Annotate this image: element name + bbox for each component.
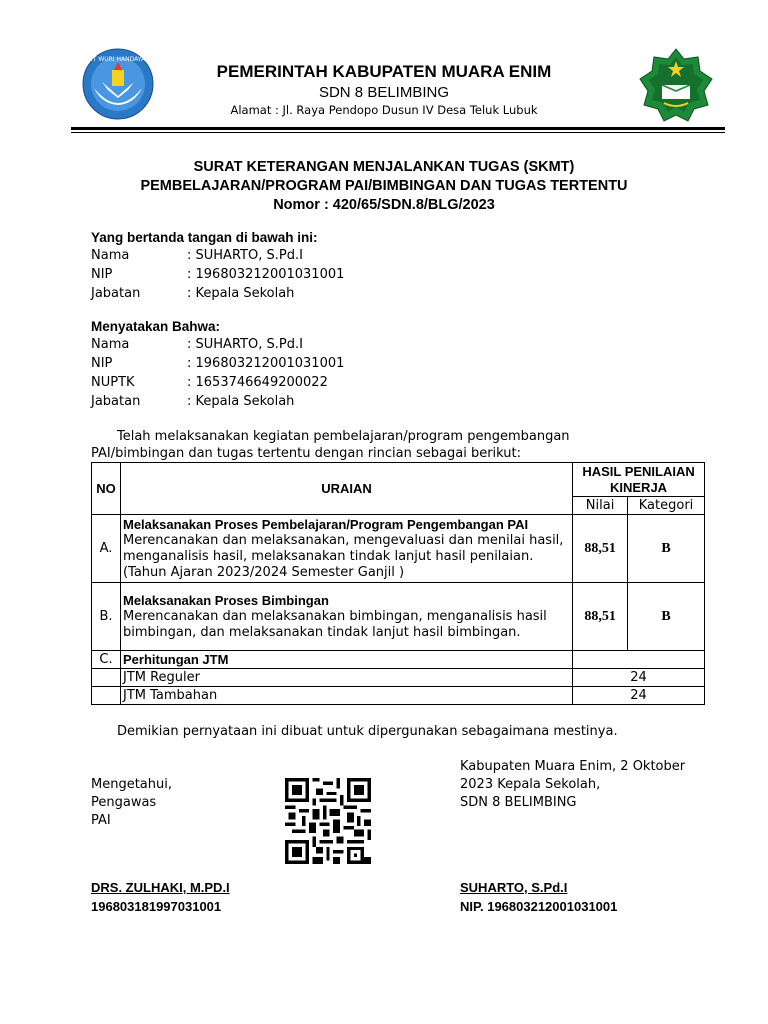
closing-statement: Demikian pernyataan ini dibuat untuk dipergunakan sebagaimana mestinya. <box>117 724 618 739</box>
document-title: SURAT KETERANGAN MENJALANKAN TUGAS (SKMT) <box>193 159 575 175</box>
left-signer-nip: 196803181997031001 <box>91 899 222 914</box>
jtm-tambahan-label: JTM Tambahan <box>120 687 572 705</box>
declared-name-row: Nama : SUHARTO, S.Pd.I <box>91 337 303 352</box>
government-title: PEMERINTAH KABUPATEN MUARA ENIM <box>216 62 552 81</box>
row-nilai: 88,51 <box>573 515 628 583</box>
jtm-tambahan-value: 24 <box>573 687 705 705</box>
row-no: A. <box>92 515 121 583</box>
signatory-name-row: Nama : SUHARTO, S.Pd.I <box>91 248 303 263</box>
declared-nuptk-row: NUPTK : 1653746649200022 <box>91 375 328 390</box>
intro-paragraph <box>91 428 691 462</box>
right-sign-line-2: 2023 Kepala Sekolah, <box>460 777 601 792</box>
jtm-heading: Perhitungan JTM <box>120 651 572 669</box>
row-uraian <box>120 515 572 583</box>
right-sign-block <box>460 758 685 812</box>
left-sign-line-1: Mengetahui, <box>91 777 172 792</box>
row-nilai: 88,51 <box>573 583 628 651</box>
jtm-heading-value <box>573 651 705 669</box>
right-sign-line-1: Kabupaten Muara Enim, 2 Oktober <box>460 759 686 774</box>
row-desc: Merencanakan dan melaksanakan bimbingan, menganalisis hasil bimbingan, dan melaksanakan tindak lanjut hasil bimbingan. <box>122 608 547 640</box>
table-row <box>92 669 705 687</box>
document-number: Nomor : 420/65/SDN.8/BLG/2023 <box>273 197 495 213</box>
table-row <box>92 687 705 705</box>
row-no: B. <box>92 583 121 651</box>
qr-code <box>285 777 371 865</box>
row-uraian <box>120 583 572 651</box>
row-title: Melaksanakan Proses Pembelajaran/Program Pengembangan PAI <box>122 516 529 532</box>
declared-jabatan-row: Jabatan : Kepala Sekolah <box>91 394 295 409</box>
school-name: SDN 8 BELIMBING <box>318 84 450 101</box>
intro-line-2: PAI/bimbingan dan tugas tertentu dengan rincian sebagai berikut: <box>91 446 522 461</box>
left-sign-block <box>91 776 172 830</box>
right-sign-line-3: SDN 8 BELIMBING <box>460 795 577 810</box>
performance-table <box>91 462 705 705</box>
row-kategori: B <box>628 583 705 651</box>
head-uraian: URAIAN <box>120 463 572 515</box>
intro-line-1: Telah melaksanakan kegiatan pembelajaran/program pengembangan <box>117 429 570 444</box>
left-sign-line-3: PAI <box>91 813 111 828</box>
signatory-jabatan-row: Jabatan : Kepala Sekolah <box>91 286 295 301</box>
table-row <box>92 583 705 651</box>
right-signer-name: SUHARTO, S.Pd.I <box>460 880 568 895</box>
declared-heading: Menyatakan Bahwa: <box>91 319 221 334</box>
left-sign-line-2: Pengawas <box>91 795 157 810</box>
header-rule-thin <box>71 132 725 133</box>
signatory-heading: Yang bertanda tangan di bawah ini: <box>91 230 318 245</box>
declared-nip-row: NIP : 196803212001031001 <box>91 356 345 371</box>
head-hasil: HASIL PENILAIAN KINERJA <box>573 463 705 497</box>
jtm-reguler-value: 24 <box>573 669 705 687</box>
document-subtitle: PEMBELAJARAN/PROGRAM PAI/BIMBINGAN DAN TUGAS TERTENTU <box>140 178 628 194</box>
tut-wuri-handayani-logo <box>82 48 154 120</box>
row-desc: Merencanakan dan melaksanakan, mengevaluasi dan menilai hasil, menganalisis hasil, melaksanakan tindak lanjut hasil penilaian. (Tahun Ajaran 2023/2024 Semester Ganjil ) <box>122 532 564 580</box>
table-row <box>92 515 705 583</box>
header-rule-thick <box>71 127 725 130</box>
head-no: NO <box>92 463 121 515</box>
jtm-reguler-label: JTM Reguler <box>120 669 572 687</box>
school-address: Alamat : Jl. Raya Pendopo Dusun IV Desa Teluk Lubuk <box>230 103 538 117</box>
svg-text:TUT WURI HANDAYANI: TUT WURI HANDAYANI <box>84 56 152 63</box>
row-title: Melaksanakan Proses Bimbingan <box>122 592 329 608</box>
left-signer-name: DRS. ZULHAKI, M.PD.I <box>91 880 230 895</box>
table-row <box>92 651 705 669</box>
row-kategori: B <box>628 515 705 583</box>
head-kategori: Kategori <box>628 497 705 515</box>
kemenag-logo <box>638 47 714 123</box>
head-nilai: Nilai <box>573 497 628 515</box>
row-no: C. <box>92 651 121 669</box>
signatory-nip-row: NIP : 196803212001031001 <box>91 267 345 282</box>
right-signer-nip: NIP. 196803212001031001 <box>460 899 618 914</box>
